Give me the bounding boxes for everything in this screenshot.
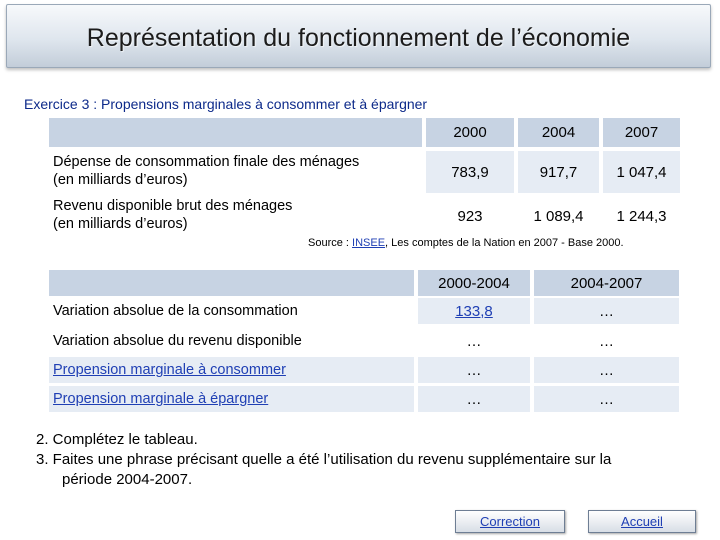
title-bar <box>6 4 711 68</box>
table-cell: … <box>534 357 679 383</box>
question-3-continued: période 2004-2007. <box>62 471 193 488</box>
table-cell: 923 <box>457 207 483 225</box>
home-button[interactable]: Accueil <box>588 510 696 533</box>
row-label-income: Revenu disponible brut des ménages (en milliards d’euros) <box>53 198 293 232</box>
table-cell: 1 089,4 <box>533 207 584 225</box>
propension-epargner-link[interactable]: Propension marginale à épargner <box>53 391 269 407</box>
table-cell: … <box>418 386 530 412</box>
period-header: 2004-2007 <box>534 270 679 296</box>
row-label-consumption: Dépense de consommation finale des ménages (en milliards d’euros) <box>53 154 360 188</box>
source-note: Source : INSEE, Les comptes de la Nation en 2007 - Base 2000. <box>308 237 624 249</box>
exercise-title: Exercice 3 : Propensions marginales à consommer et à épargner <box>24 96 428 112</box>
propension-consommer-link[interactable]: Propension marginale à consommer <box>53 362 286 378</box>
table-cell: … <box>534 386 679 412</box>
table-cell: 1 244,3 <box>616 207 667 225</box>
question-3: 3. Faites une phrase précisant quelle a été l’utilisation du revenu supplémentaire sur la <box>36 451 612 468</box>
table-cell: 783,9 <box>426 151 514 193</box>
table-cell: … <box>534 298 679 324</box>
table-cell <box>418 298 530 324</box>
row-label: Variation absolue du revenu disponible <box>53 333 302 349</box>
table-cell: … <box>466 332 482 350</box>
table-cell: … <box>599 332 614 350</box>
year-header: 2004 <box>518 118 599 147</box>
table-cell: 1 047,4 <box>603 151 680 193</box>
period-header: 2000-2004 <box>418 270 530 296</box>
page-title: Représentation du fonctionnement de l’économie <box>86 24 631 52</box>
table1-header-blank <box>49 118 422 147</box>
table-cell: 917,7 <box>518 151 599 193</box>
row-label <box>49 390 414 410</box>
value-link[interactable]: 133,8 <box>455 302 493 320</box>
year-header: 2007 <box>603 118 680 147</box>
table2-header-blank <box>49 270 414 296</box>
insee-link[interactable]: INSEE <box>352 237 386 249</box>
correction-button[interactable]: Correction <box>455 510 565 533</box>
question-2: 2. Complétez le tableau. <box>36 431 198 448</box>
year-header: 2000 <box>426 118 514 147</box>
row-label <box>49 361 414 381</box>
table-cell: … <box>418 357 530 383</box>
row-label: Variation absolue de la consommation <box>53 303 298 319</box>
